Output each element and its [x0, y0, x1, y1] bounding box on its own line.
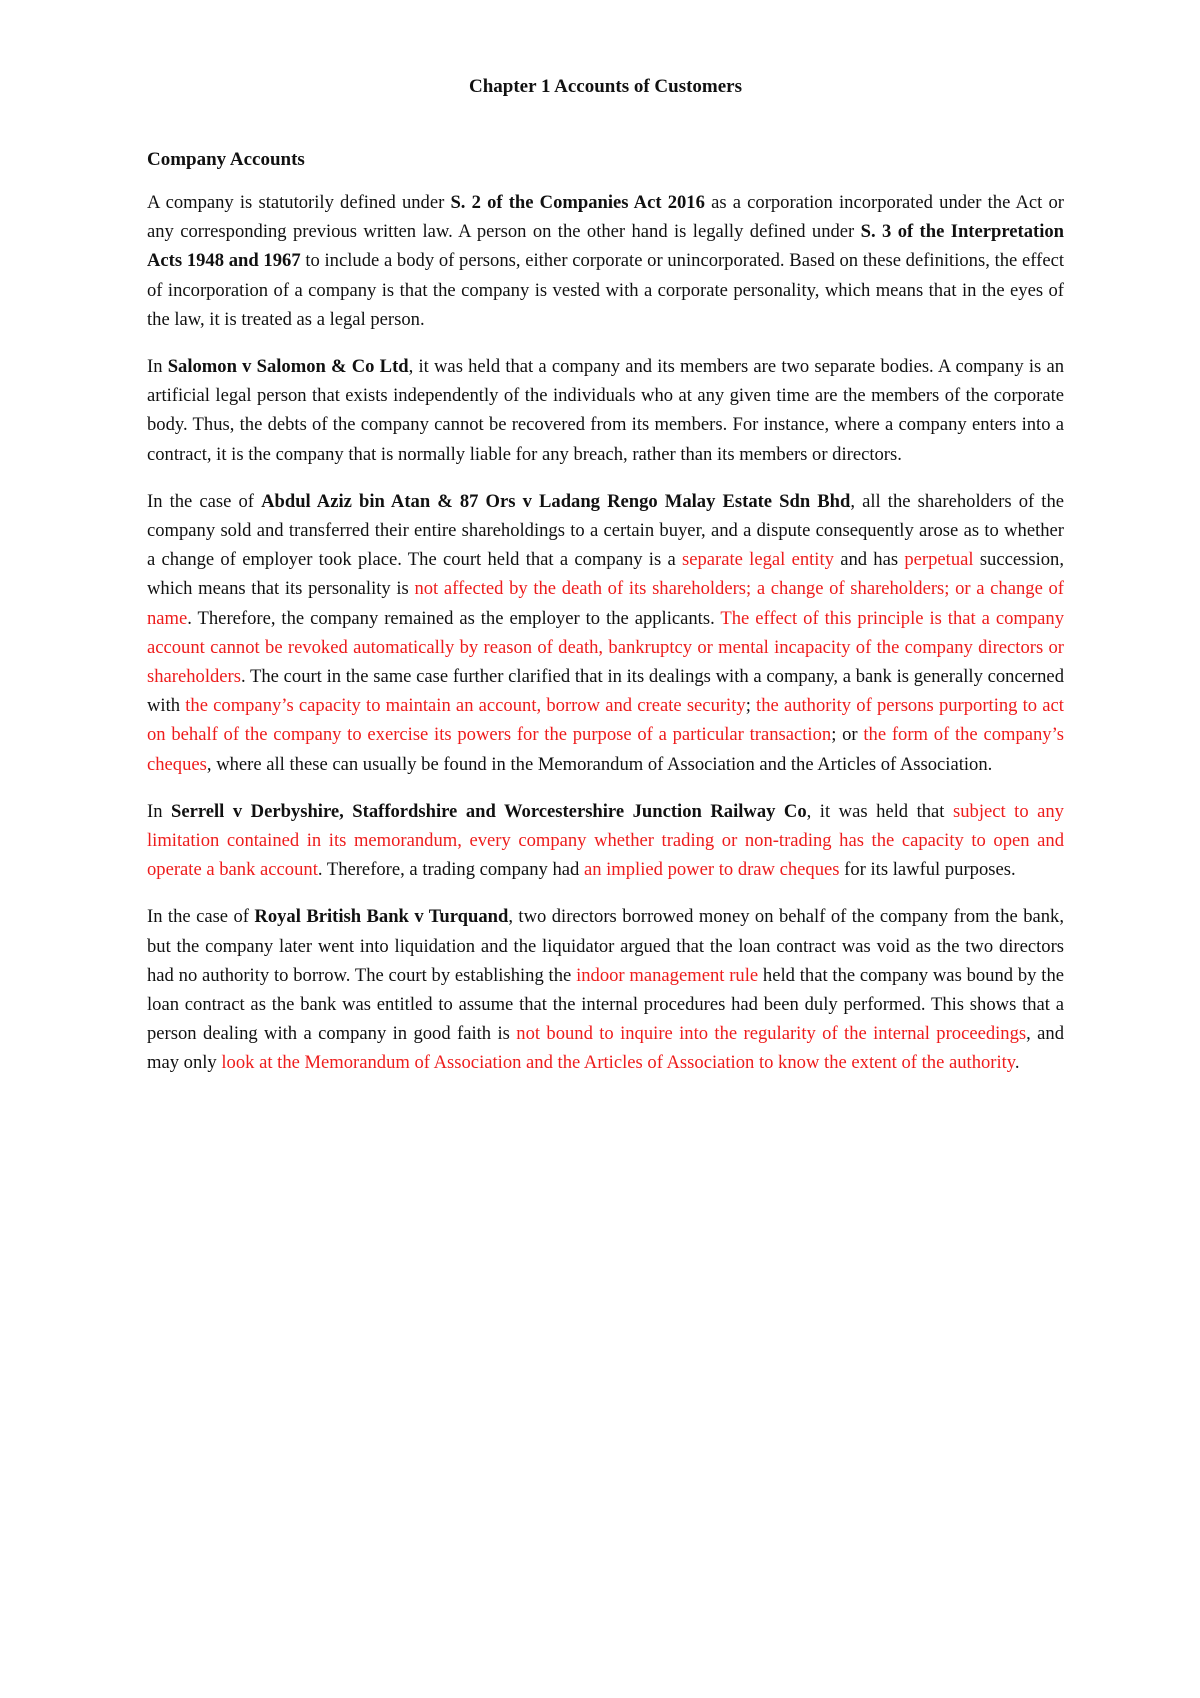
- text-segment: In the case of: [147, 490, 262, 512]
- text-segment: ; or: [831, 724, 864, 746]
- document-body: [147, 188, 1064, 1078]
- text-segment: A company is statutorily defined under: [147, 192, 451, 213]
- text-segment: for its lawful purposes.: [839, 859, 1016, 881]
- highlighted-text: subject to any limitation contained in its memorandum, every company whether trading or non-trading has the capacity to open and operate a bank account: [147, 800, 1064, 881]
- highlighted-text: not affected by the death of its shareholders; a change of shareholders; or a change of name: [147, 578, 1064, 629]
- highlighted-text: indoor management rule: [576, 964, 759, 986]
- text-segment: and has: [833, 549, 905, 571]
- text-segment: In the case of: [147, 906, 255, 928]
- text-segment: succession, which means that its personality is: [147, 549, 1064, 600]
- text-segment: , and may only: [147, 1023, 1064, 1074]
- paragraph: [147, 902, 1064, 1077]
- paragraph: [147, 352, 1064, 469]
- highlighted-text: the company’s capacity to maintain an account, borrow and create security: [185, 695, 746, 717]
- text-segment: , two directors borrowed money on behalf of the company from the bank, but the company later went into liquidation and the liquidator argued that the loan contract was void as the two directors had no authority to borrow. The court by establishing the: [147, 906, 1064, 986]
- highlighted-text: look at the Memorandum of Association and the Articles of Association to know the extent of the authority: [221, 1052, 1015, 1074]
- text-segment: , where all these can usually be found in the Memorandum of Association and the Articles of Association.: [206, 753, 993, 775]
- paragraph: [147, 797, 1064, 885]
- text-segment: , all the shareholders of the company sold and transferred their entire shareholdings to a certain buyer, and a dispute consequently arose as to whether a change of employer took place. The court held that a company is a: [147, 490, 1064, 571]
- bold-reference: Serrell v Derbyshire, Staffordshire and Worcestershire Junction Railway Co: [171, 800, 807, 822]
- highlighted-text: perpetual: [904, 549, 974, 571]
- bold-reference: Abdul Aziz bin Atan & 87 Ors v Ladang Rengo Malay Estate Sdn Bhd: [261, 490, 851, 512]
- text-segment: In: [147, 800, 171, 822]
- highlighted-text: the form of the company’s cheques: [147, 724, 1064, 775]
- text-segment: held that the company was bound by the loan contract as the bank was entitled to assume that the internal procedures had been duly performed. This shows that a person dealing with a company in good faith is: [147, 964, 1064, 1045]
- highlighted-text: an implied power to draw cheques: [583, 859, 840, 881]
- page-title: Chapter 1 Accounts of Customers: [468, 76, 743, 97]
- text-segment: , it was held that: [806, 800, 953, 822]
- bold-reference: Royal British Bank v Turquand: [254, 906, 509, 928]
- text-segment: as a corporation incorporated under the Act or any corresponding previous written law. A person on the other hand is legally defined under: [147, 192, 1065, 243]
- text-segment: to include a body of persons, either corporate or unincorporated. Based on these definitions, the effect of incorporation of a company is that the company is vested with a corporate personality, which means that in the eyes of the law, it is treated as a legal person.: [147, 250, 1064, 330]
- text-segment: , it was held that a company and its members are two separate bodies. A company is an artificial legal person that exists independently of the individuals who at any given time are the members of the corporate body. Thus, the debts of the company cannot be recovered from its members. For instance, where a company enters into a contract, it is the company that is normally liable for any breach, rather than its members or directors.: [147, 356, 1064, 465]
- bold-reference: S. 2 of the Companies Act 2016: [450, 192, 705, 213]
- text-segment: . The court in the same case further clarified that in its dealings with a company, a bank is generally concerned with: [147, 666, 1064, 717]
- bold-reference: S. 3 of the Interpretation Acts 1948 and 1967: [147, 221, 1064, 272]
- highlighted-text: not bound to inquire into the regularity of the internal proceedings: [516, 1023, 1027, 1045]
- highlighted-text: the authority of persons purporting to act on behalf of the company to exercise its powers for the purpose of a particular transaction: [147, 695, 1064, 746]
- text-segment: ;: [745, 695, 757, 717]
- bold-reference: Salomon v Salomon & Co Ltd: [167, 356, 409, 378]
- section-heading: Company Accounts: [147, 149, 305, 170]
- highlighted-text: separate legal entity: [682, 549, 834, 571]
- paragraph: [147, 188, 1064, 334]
- paragraph: [147, 487, 1064, 779]
- text-segment: .: [1014, 1052, 1020, 1074]
- text-segment: . Therefore, a trading company had: [317, 859, 584, 881]
- text-segment: In: [147, 356, 168, 378]
- highlighted-text: The effect of this principle is that a company account cannot be revoked automatically by reason of death, bankruptcy or mental incapacity of the company directors or shareholders: [147, 607, 1065, 688]
- text-segment: . Therefore, the company remained as the employer to the applicants.: [187, 607, 721, 629]
